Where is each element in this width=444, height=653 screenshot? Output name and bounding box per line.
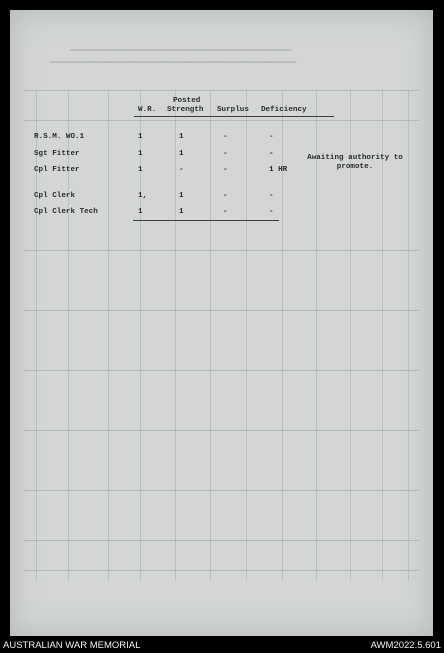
bleed-line: ▔▔▔▔▔▔▔▔▔▔▔▔▔▔▔▔▔▔▔▔▔▔▔▔▔▔▔▔▔▔▔▔▔▔▔▔▔▔▔▔ [50, 62, 297, 71]
surplus-cell: - [223, 166, 228, 174]
header-deficiency: Deficiency [261, 106, 307, 114]
rank-cell: Cpl Clerk Tech [34, 208, 98, 216]
wr-cell: 1, [138, 192, 148, 200]
rank-cell: Cpl Fitter [34, 166, 80, 174]
header-posted: Posted [173, 97, 201, 105]
strength-cell: 1 [179, 192, 184, 200]
strength-cell: 1 [179, 133, 184, 141]
wr-cell: 1 [138, 133, 143, 141]
surplus-cell: - [223, 133, 228, 141]
header-strength: Strength [167, 106, 204, 114]
deficiency-cell: - [269, 208, 274, 216]
wr-cell: 1 [138, 166, 143, 174]
table-row [10, 133, 433, 145]
deficiency-cell: - [269, 192, 274, 200]
header-surplus: Surplus [217, 106, 249, 114]
bleed-line: ▔▔▔▔▔▔▔▔▔▔▔▔▔▔▔▔▔▔▔▔▔▔▔▔▔▔▔▔▔▔▔▔▔▔▔▔ [70, 50, 292, 59]
wr-cell: 1 [138, 208, 143, 216]
surplus-cell: - [223, 150, 228, 158]
surplus-cell: - [223, 208, 228, 216]
strength-cell: - [179, 166, 184, 174]
table-row [10, 192, 433, 204]
header-underline [134, 116, 334, 117]
rank-cell: Cpl Clerk [34, 192, 76, 200]
wr-cell: 1 [138, 150, 143, 158]
surplus-cell: - [223, 192, 228, 200]
deficiency-cell: 1 HR [269, 166, 288, 174]
table-end-rule [133, 220, 279, 221]
institution-caption: AUSTRALIAN WAR MEMORIAL [3, 640, 141, 651]
strength-cell: 1 [179, 208, 184, 216]
deficiency-cell: - [269, 133, 274, 141]
caption-bar [0, 639, 444, 653]
deficiency-cell: - [269, 150, 274, 158]
remark-text: Awaiting authority to promote. [307, 154, 403, 171]
document-sheet [10, 10, 433, 636]
rank-cell: Sgt Fitter [34, 150, 80, 158]
accession-number: AWM2022.5.601 [370, 640, 441, 651]
rank-cell: R.S.M. WO.1 [34, 133, 85, 141]
strength-cell: 1 [179, 150, 184, 158]
header-wr: W.R. [138, 106, 157, 114]
table-row [10, 208, 433, 220]
